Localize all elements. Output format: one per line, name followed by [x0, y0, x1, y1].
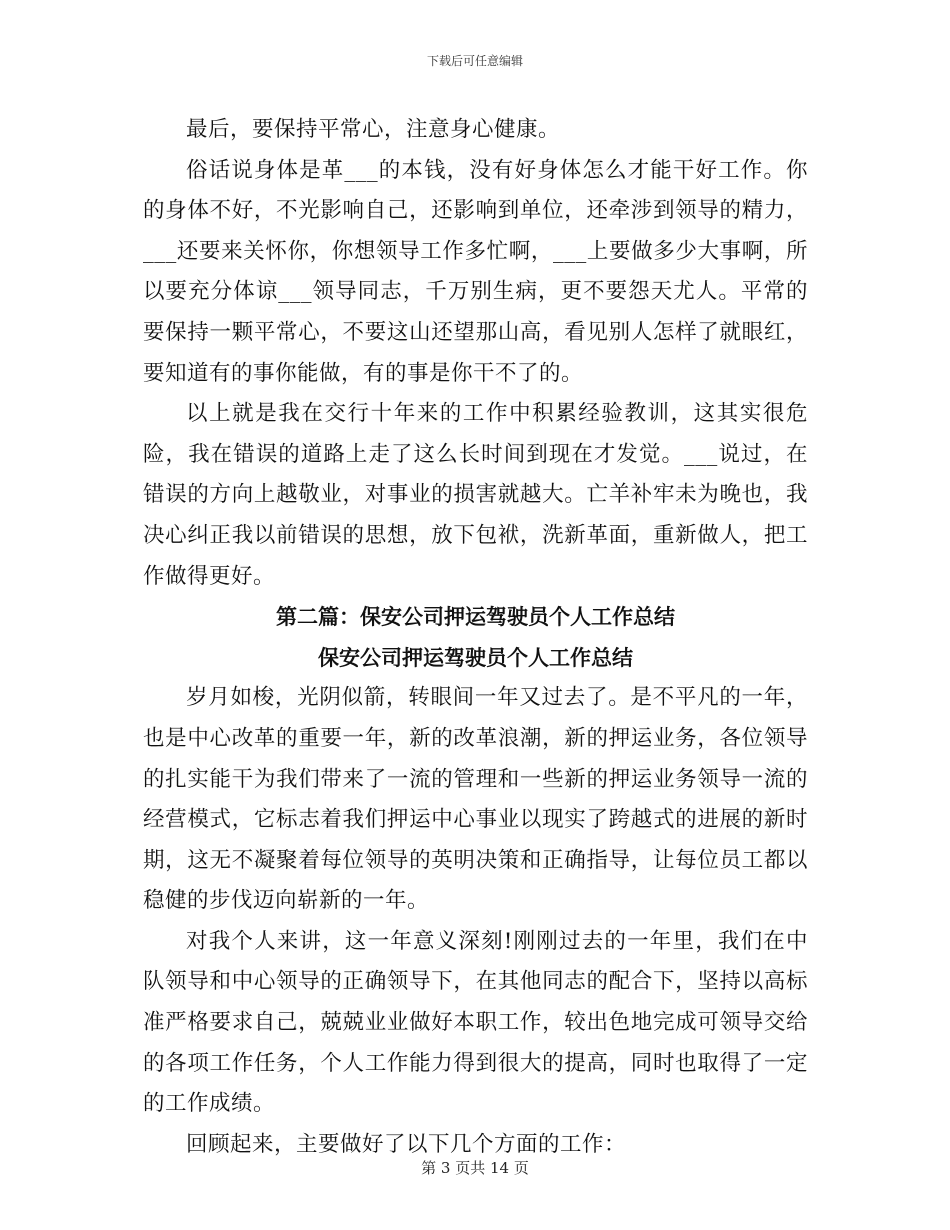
page-number-footer: 第 3 页共 14 页: [421, 1159, 529, 1177]
page-header-note: 下载后可任意编辑: [426, 54, 523, 68]
paragraph-lessons: 以上就是我在交行十年来的工作中积累经验教训，这其实很危险，我在错误的道路上走了这么长时间到现在才发觉。___说过，在错误的方向上越敬业，对事业的损害就越大。亡羊补牢未为晚也，我决心纠正我以前错误的思想，放下包袱，洗新革面，重新做人，把工作做得更好。: [143, 401, 808, 589]
paragraph-closing-advice: 最后，要保持平常心，注意身心健康。: [186, 117, 561, 142]
section-heading: 第二篇：保安公司押运驾驶员个人工作总结: [276, 604, 675, 630]
paragraph-personal-meaning: 对我个人来讲，这一年意义深刻!刚刚过去的一年里，我们在中队领导和中心领导的正确领导下，在其他同志的配合下，坚持以高标准严格要求自己，兢兢业业做好本职工作，较出色地完成可领导交给的各项工作任务，个人工作能力得到很大的提高，同时也取得了一定的工作成绩。: [143, 928, 808, 1117]
paragraph-health: 俗话说身体是革___的本钱，没有好身体怎么才能干好工作。你的身体不好，不光影响自己，还影响到单位，还牵涉到领导的精力，___还要来关怀你，你想领导工作多忙啊，___上要做多少大事啊，所以要充分体谅___领导同志，千万别生病，更不要怨天尤人。平常的要保持一颗平常心，不要这山还望那山高，看见别人怎样了就眼红，要知道有的事你能做，有的事是你干不了的。: [143, 157, 808, 386]
document-body: [143, 110, 808, 1165]
section-title: 保安公司押运驾驶员个人工作总结: [318, 644, 633, 670]
paragraph-year-review: 岁月如梭，光阴似箭，转眼间一年又过去了。是不平凡的一年，也是中心改革的重要一年，新的改革浪潮，新的押运业务，各位领导的扎实能干为我们带来了一流的管理和一些新的押运业务领导一流的经营模式，它标志着我们押运中心事业以现实了跨越式的进展的新时期，这无不凝聚着每位领导的英明决策和正确指导，让每位员工都以稳健的步伐迈向崭新的一年。: [143, 685, 808, 914]
paragraph-review-intro: 回顾起来，主要做好了以下几个方面的工作：: [186, 1131, 627, 1157]
